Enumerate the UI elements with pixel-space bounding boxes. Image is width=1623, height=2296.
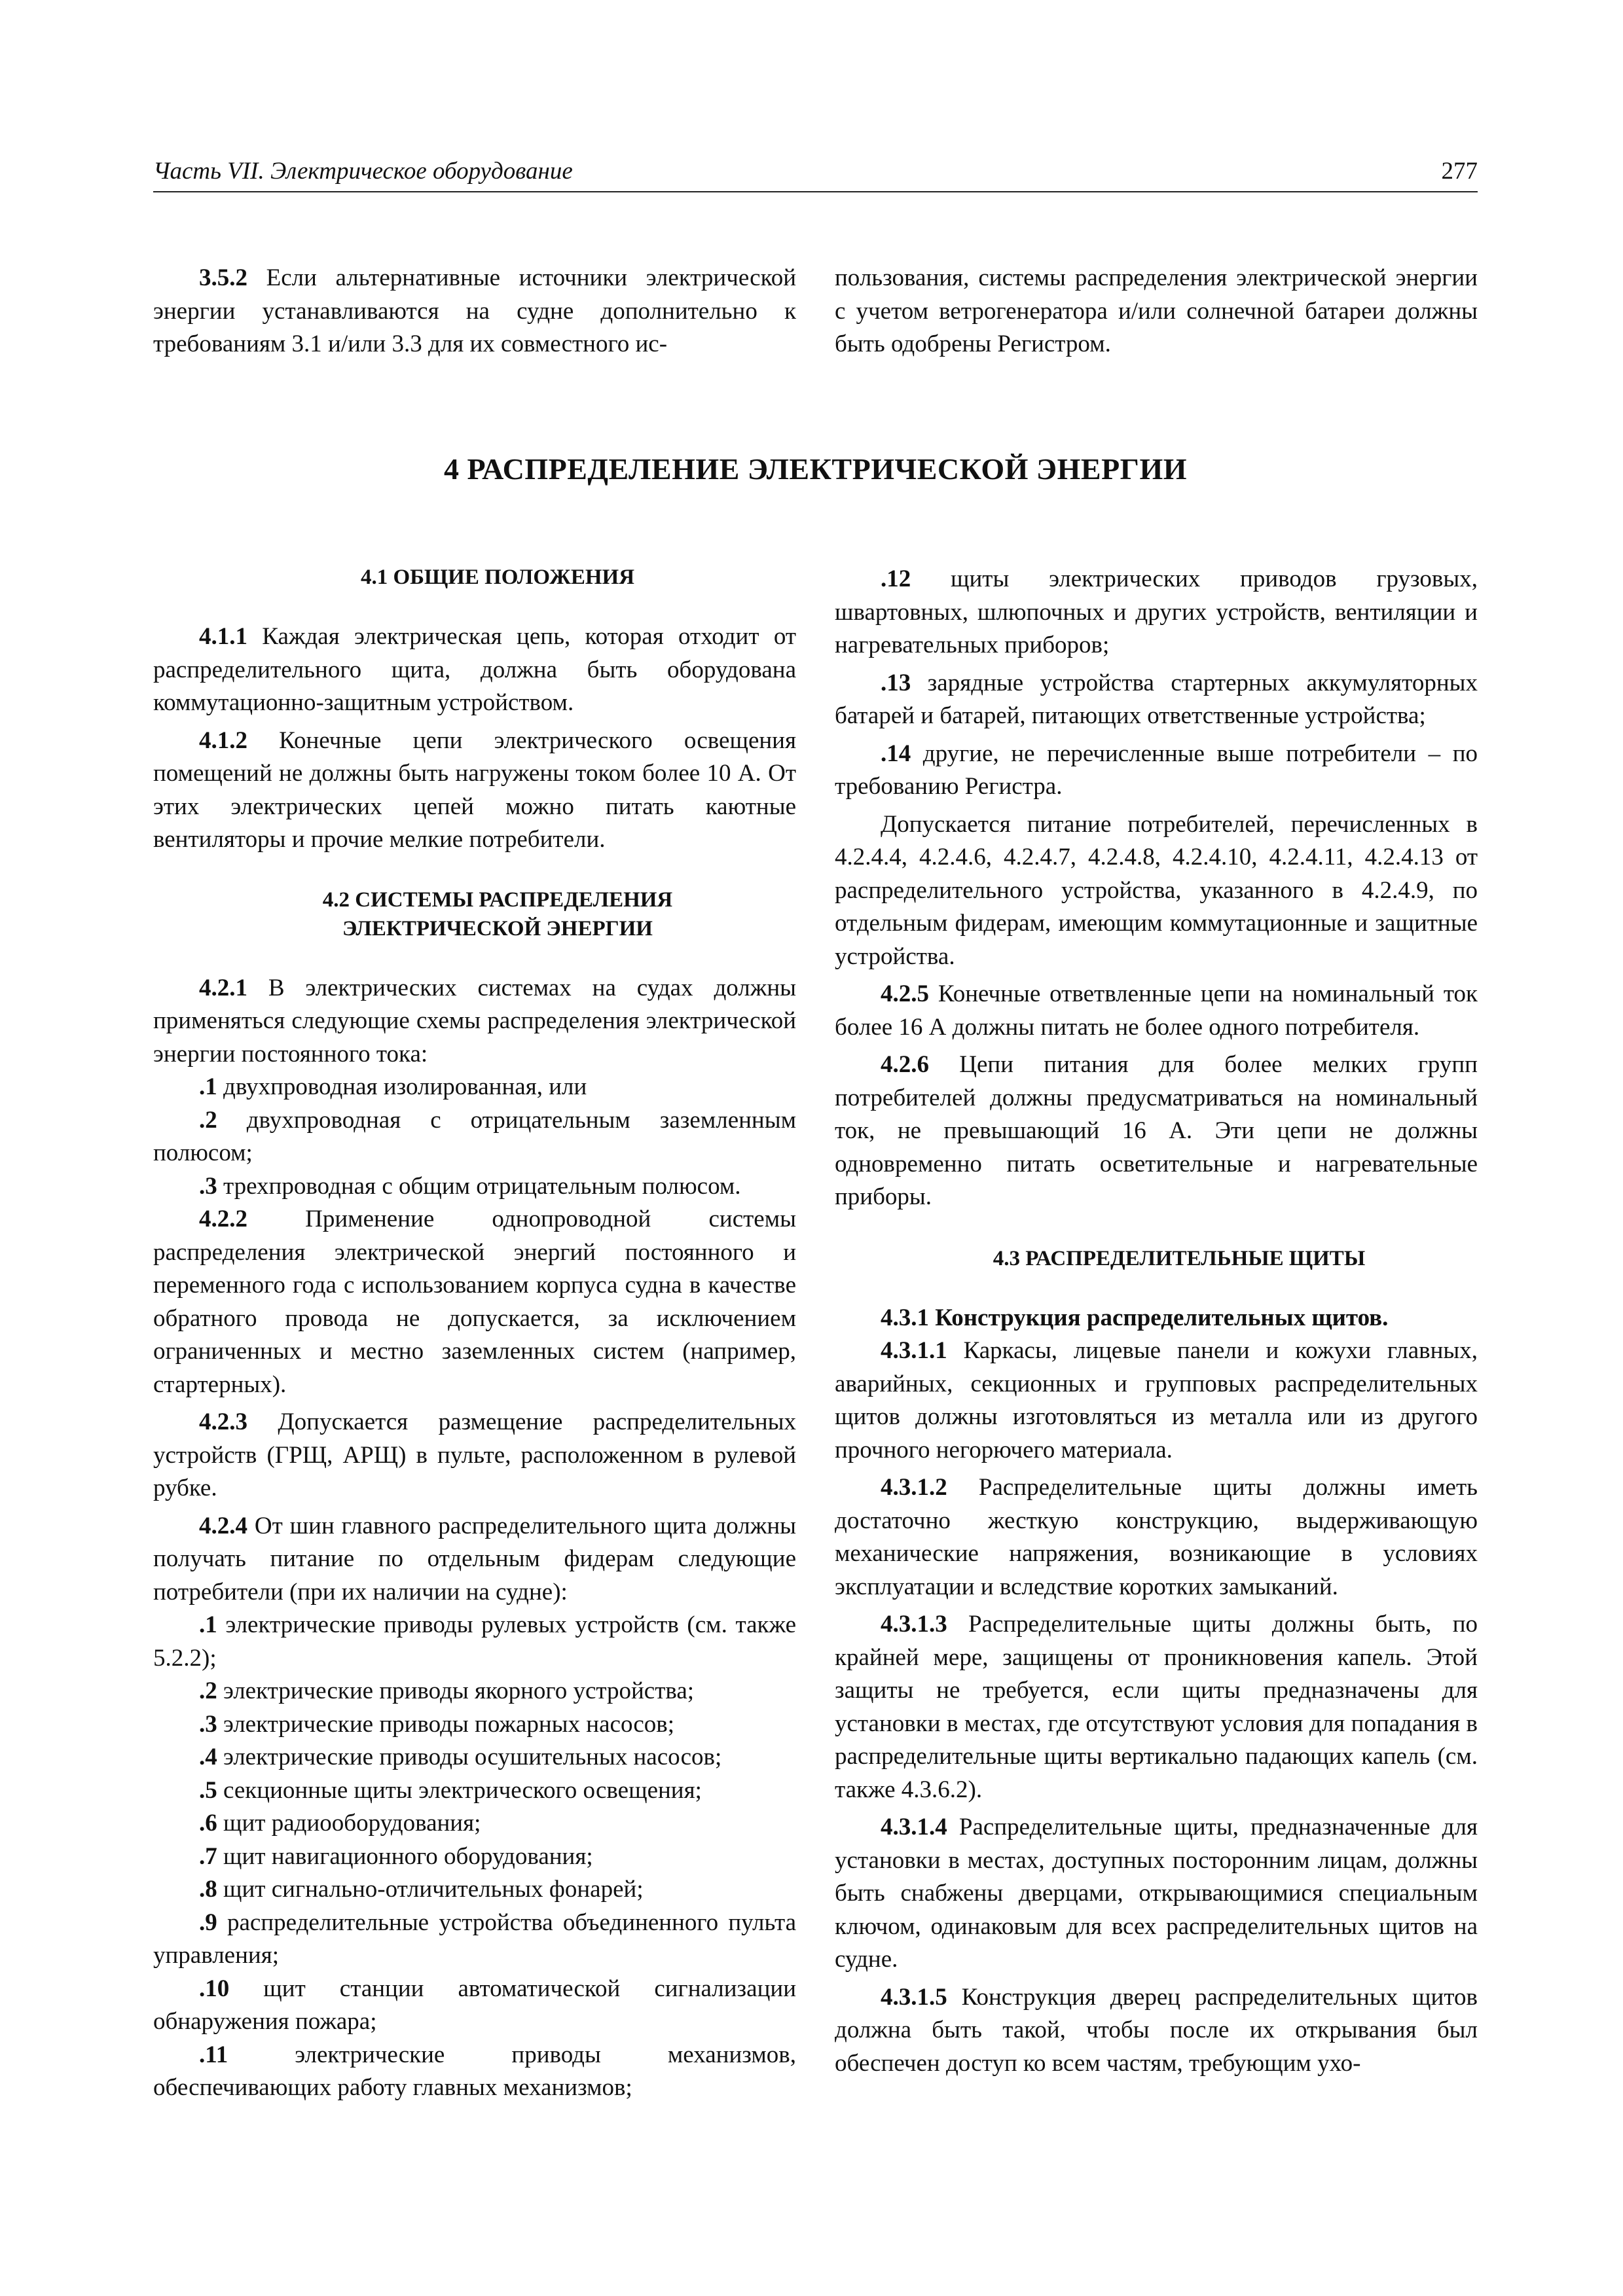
list-item: .6 щит радиооборудования;: [199, 1810, 481, 1837]
top-right-column: [835, 262, 1478, 361]
paragraph-4-2-3: 4.2.3 Допускается размещение распределительных устройств (ГРЩ, АРЩ) в пульте, расположенном в рулевой рубке.: [153, 1408, 796, 1501]
list-item: .11 электрические приводы механизмов, обеспечивающих работу главных механизмов;: [153, 2041, 796, 2101]
paragraph-4-2-1: 4.2.1 В электрических системах на судах должны применяться следующие схемы распределения электрической энергии постоянного тока:: [153, 974, 796, 1067]
list-item: .1 электрические приводы рулевых устройств (см. также 5.2.2);: [153, 1611, 796, 1672]
list-item: .2 электрические приводы якорного устройства;: [199, 1677, 695, 1704]
section-4-2-title-line2: ЭЛЕКТРИЧЕСКОЙ ЭНЕРГИИ: [342, 916, 653, 941]
paragraph-4-2-4-note: Допускается питание потребителей, перечисленных в 4.2.4.4, 4.2.4.6, 4.2.4.7, 4.2.4.8, 4.2.4.10, 4.2.4.11, 4.2.4.13 от распределительного устройства, указанного в 4.2.4.9, по отдельным фидерам, имеющим коммутационные и защитные устройства.: [835, 810, 1478, 970]
list-item: .3 трехпроводная с общим отрицательным полюсом.: [199, 1172, 741, 1200]
paragraph-4-3-1-heading: 4.3.1 Конструкция распределительных щитов.: [881, 1304, 1389, 1331]
list-item: .10 щит станции автоматической сигнализации обнаружения пожара;: [153, 1975, 796, 2035]
chapter-title: 4 РАСПРЕДЕЛЕНИЕ ЭЛЕКТРИЧЕСКОЙ ЭНЕРГИИ: [443, 452, 1188, 486]
running-header: [153, 152, 1478, 192]
list-item: .3 электрические приводы пожарных насосов;: [199, 1710, 675, 1738]
section-4-3-title: 4.3 РАСПРЕДЕЛИТЕЛЬНЫЕ ЩИТЫ: [993, 1246, 1366, 1270]
list-item: .4 электрические приводы осушительных насосов;: [199, 1744, 722, 1770]
paragraph-4-2-6: 4.2.6 Цепи питания для более мелких групп потребителей должны предусматриваться на номинальный ток, не превышающий 16 А. Эти цепи не должны одновременно питать осветительные и нагревательные приборы.: [835, 1051, 1478, 1210]
paragraph-4-1-1: 4.1.1 Каждая электрическая цепь, которая отходит от распределительного щита, должна быть оборудована коммутационно-защитным устройством.: [153, 623, 796, 716]
page-number: 277: [1441, 158, 1478, 185]
paragraph-4-3-1-1: 4.3.1.1 Каркасы, лицевые панели и кожухи главных, аварийных, секционных и групповых распределительных щитов должны изготовляться из металла или из другого прочного негорючего материала.: [835, 1337, 1478, 1463]
running-header-title: Часть VII. Электрическое оборудование: [153, 158, 573, 185]
paragraph-4-2-4: 4.2.4 От шин главного распределительного щита должны получать питание по отдельным фидерам следующие потребители (при их наличии на судне):: [153, 1512, 796, 1605]
list-item: .2 двухпроводная с отрицательным заземленным полюсом;: [153, 1106, 796, 1166]
list-item: .1 двухпроводная изолированная, или: [199, 1073, 587, 1100]
paragraph-4-2-5: 4.2.5 Конечные ответвленные цепи на номинальный ток более 16 А должны питать не более одного потребителя.: [835, 980, 1478, 1041]
top-left-column: [153, 262, 796, 361]
paragraph-3-5-2-cont: пользования, системы распределения электрической энергии с учетом ветрогенератора и/или солнечной батареи должны быть одобрены Регистром.: [835, 264, 1478, 357]
paragraph-4-3-1-2: 4.3.1.2 Распределительные щиты должны иметь достаточно жесткую конструкцию, выдерживающую механические напряжения, возникающие в условиях эксплуатации и вследствие коротких замыканий.: [835, 1474, 1478, 1600]
left-column: [153, 563, 796, 2105]
section-4-2-title-line1: 4.2 СИСТЕМЫ РАСПРЕДЕЛЕНИЯ: [322, 888, 673, 912]
paragraph-3-5-2: 3.5.2 Если альтернативные источники электрической энергии устанавливаются на судне дополнительно к требованиям 3.1 и/или 3.3 для их совместного ис-: [153, 264, 796, 357]
paragraph-4-2-2: 4.2.2 Применение однопроводной системы распределения электрической энергий постоянного и переменного года с использованием корпуса судна в качестве обратного провода не допускается, за исключением ограниченных и местно заземленных систем (например, стартерных).: [153, 1206, 796, 1398]
paragraph-4-3-1-3: 4.3.1.3 Распределительные щиты должны быть, по крайней мере, защищены от проникновения капель. Этой защиты не требуется, если щиты предназначены для установки в местах, где отсутствуют условия для попадания в распределительные щиты вертикально падающих капель (см. также 4.3.6.2).: [835, 1611, 1478, 1803]
list-item: .7 щит навигационного оборудования;: [199, 1842, 593, 1870]
list-item: .8 щит сигнально-отличительных фонарей;: [199, 1876, 644, 1903]
paragraph-4-3-1-4: 4.3.1.4 Распределительные щиты, предназначенные для установки в местах, доступных посторонним лицам, должны быть снабжены дверцами, открывающимися специальным ключом, одинаковым для всех распределительных щитов на судне.: [835, 1814, 1478, 1973]
section-4-1-title: 4.1 ОБЩИЕ ПОЛОЖЕНИЯ: [360, 565, 635, 589]
list-item: .13 зарядные устройства стартерных аккумуляторных батарей и батарей, питающих ответственные устройства;: [835, 669, 1478, 729]
paragraph-4-1-2: 4.1.2 Конечные цепи электрического освещения помещений не должны быть нагружены током более 10 А. От этих электрических цепей можно питать каютные вентиляторы и прочие мелкие потребители.: [153, 726, 796, 853]
list-item: .9 распределительные устройства объединенного пульта управления;: [153, 1909, 796, 1969]
list-item: .12 щиты электрических приводов грузовых, швартовных, шлюпочных и других устройств, вентиляции и нагревательных приборов;: [835, 565, 1478, 658]
list-item: .5 секционные щиты электрического освещения;: [199, 1776, 702, 1804]
paragraph-4-3-1-5: 4.3.1.5 Конструкция дверец распределительных щитов должна быть такой, чтобы после их открывания был обеспечен доступ ко всем частям, требующим ухо-: [835, 1983, 1478, 2077]
right-column: [835, 563, 1478, 2080]
list-item: .14 другие, не перечисленные выше потребители – по требованию Регистра.: [835, 740, 1478, 800]
